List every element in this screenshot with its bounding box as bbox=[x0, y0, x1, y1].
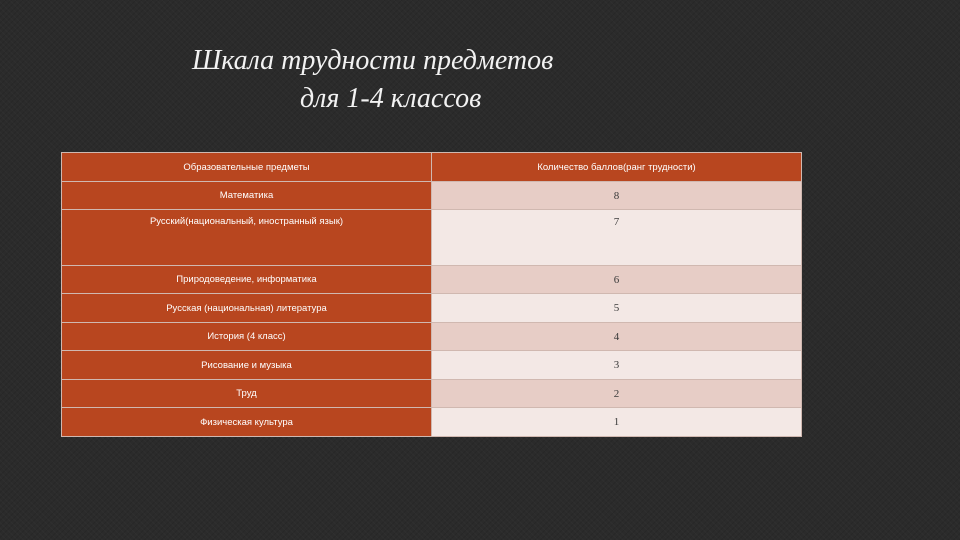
table-row bbox=[62, 380, 802, 408]
table-row bbox=[62, 408, 802, 437]
score-cell: 1 bbox=[432, 408, 802, 437]
score-cell: 8 bbox=[432, 182, 802, 210]
score-cell: 4 bbox=[432, 323, 802, 351]
subject-cell: Природоведение, информатика bbox=[62, 266, 432, 294]
table-row bbox=[62, 266, 802, 294]
table-header-row bbox=[62, 153, 802, 182]
header-subjects: Образовательные предметы bbox=[62, 153, 432, 182]
subject-cell: Русский(национальный, иностранный язык) bbox=[62, 210, 432, 266]
table-row bbox=[62, 182, 802, 210]
score-cell: 7 bbox=[432, 210, 802, 266]
difficulty-table bbox=[61, 152, 802, 437]
subject-cell: История (4 класс) bbox=[62, 323, 432, 351]
subject-cell: Математика bbox=[62, 182, 432, 210]
score-cell: 6 bbox=[432, 266, 802, 294]
score-cell: 5 bbox=[432, 294, 802, 323]
title-line-2: для 1-4 классов bbox=[300, 83, 482, 114]
subject-cell: Русская (национальная) литература bbox=[62, 294, 432, 323]
table-row bbox=[62, 351, 802, 380]
table-row bbox=[62, 294, 802, 323]
table-row bbox=[62, 210, 802, 266]
subject-cell: Рисование и музыка bbox=[62, 351, 432, 380]
score-cell: 2 bbox=[432, 380, 802, 408]
title-line-1: Шкала трудности предметов bbox=[192, 45, 554, 76]
score-cell: 3 bbox=[432, 351, 802, 380]
subject-cell: Физическая культура bbox=[62, 408, 432, 437]
header-score: Количество баллов(ранг трудности) bbox=[432, 153, 802, 182]
table-row bbox=[62, 323, 802, 351]
slide-title bbox=[0, 42, 820, 118]
subject-cell: Труд bbox=[62, 380, 432, 408]
